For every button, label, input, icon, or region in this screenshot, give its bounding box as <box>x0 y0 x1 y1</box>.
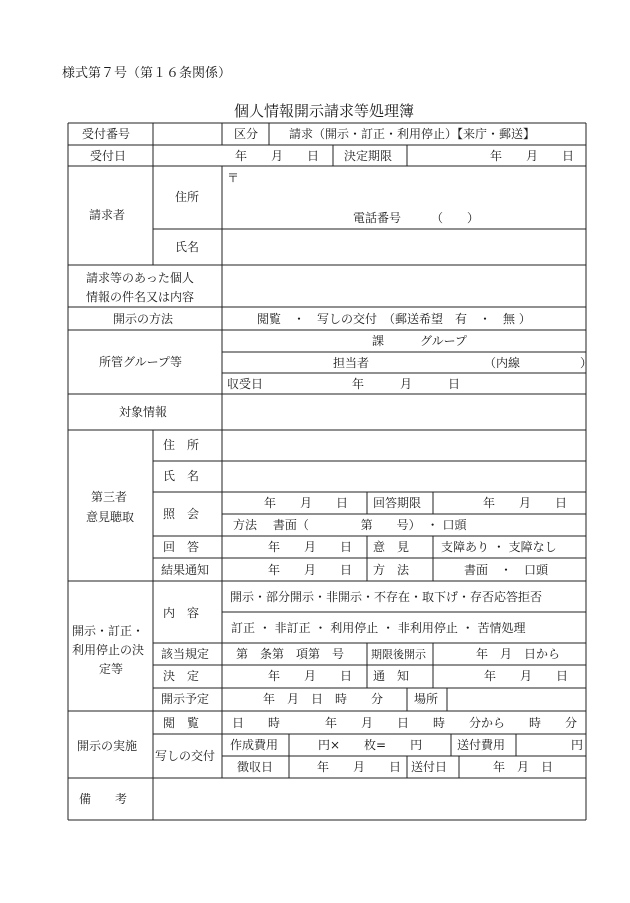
address-label: 住所 <box>175 190 200 204</box>
third-party-label-line1: 第三者 <box>91 490 128 504</box>
inquiry-label: 照 会 <box>163 507 200 521</box>
content-label: 内 容 <box>163 606 200 620</box>
result-method-value: 書面 ・ 口頭 <box>464 563 549 577</box>
received-date-value: 年 月 日 <box>352 377 461 391</box>
request-type-value: 請求（開示・訂正・利用停止）【来庁・郵送】 <box>289 127 536 141</box>
copy-delivery-label: 写しの交付 <box>155 749 216 763</box>
disclosure-method-label: 開示の方法 <box>113 312 174 326</box>
result-notice-label: 結果通知 <box>161 563 210 577</box>
collection-date-label: 徴収日 <box>237 760 274 774</box>
receipt-date-label: 受付日 <box>90 149 127 163</box>
creation-cost-value: 円× 枚= 円 <box>318 738 423 752</box>
extension-label: （内線 ） <box>484 356 593 370</box>
after-deadline-value: 年 月 日から <box>476 647 561 661</box>
subject-label-line2: 情報の件名又は内容 <box>86 290 195 304</box>
collection-date-value: 年 月 日 <box>317 760 402 774</box>
page-title: 個人情報開示請求等処理簿 <box>234 102 415 120</box>
section-group-line: 課 グループ <box>372 334 468 348</box>
result-notice-date-value: 年 月 日 <box>268 563 353 577</box>
result-method-label: 方 法 <box>373 563 410 577</box>
answer-date-value: 年 月 日 <box>268 540 353 554</box>
place-label: 場所 <box>414 692 439 706</box>
third-party-address-label: 住 所 <box>163 438 200 452</box>
send-date-label: 送付日 <box>411 760 448 774</box>
receipt-number-label: 受付番号 <box>82 127 131 141</box>
decision-label-line1: 開示・訂正・ <box>72 624 145 638</box>
notice-label: 通 知 <box>373 669 410 683</box>
deadline-date-value: 年 月 日 <box>490 149 575 163</box>
implementation-label: 開示の実施 <box>77 739 138 753</box>
decision-label-line3: 定等 <box>99 662 124 676</box>
target-info-label: 対象情報 <box>119 405 168 419</box>
view-datetime-label: 日 時 <box>232 716 281 730</box>
receipt-date-value: 年 月 日 <box>235 149 320 163</box>
send-date-value: 年 月 日 <box>493 760 554 774</box>
inquiry-method-line: 方法 書面（ 第 号） ・ 口頭 <box>233 518 467 532</box>
form-number-label: 様式第７号（第１６条関係） <box>62 66 232 81</box>
postage-label: 送付費用 <box>457 738 506 752</box>
notice-date-value: 年 月 日 <box>484 669 569 683</box>
after-deadline-label: 期限後開示 <box>371 648 426 661</box>
scheduled-label: 開示予定 <box>161 692 210 706</box>
applicable-rule-value: 第 条第 項第 号 <box>236 647 345 661</box>
requester-label: 請求者 <box>89 208 126 222</box>
responsible-group-label: 所管グループ等 <box>99 355 183 369</box>
reply-deadline-label: 回答期限 <box>373 496 422 510</box>
postage-unit: 円 <box>571 738 584 752</box>
category-label: 区分 <box>234 127 259 141</box>
deadline-label: 決定期限 <box>344 149 393 163</box>
scheduled-value: 年 月 日 時 分 <box>263 692 384 706</box>
answer-label: 回 答 <box>163 540 200 554</box>
decision-date-value: 年 月 日 <box>268 669 353 683</box>
applicable-rule-label: 該当規定 <box>161 647 210 661</box>
postal-mark: 〒 <box>227 171 240 185</box>
disclosure-method-value: 閲覧 ・ 写しの交付 （郵送希望 有 ・ 無 ） <box>257 312 531 326</box>
content-options-line2: 訂正 ・ 非訂正 ・ 利用停止 ・ 非利用停止 ・ 苦情処理 <box>231 621 526 635</box>
decision-label-line2: 利用停止の決 <box>72 643 145 657</box>
remarks-label: 備 考 <box>79 792 128 806</box>
opinion-value: 支障あり ・ 支障なし <box>441 540 557 554</box>
received-date-label: 収受日 <box>227 377 264 391</box>
phone-number-label: 電話番号 （ ） <box>353 211 480 225</box>
creation-cost-label: 作成費用 <box>230 738 279 752</box>
content-options-line1: 開示・部分開示・非開示・不存在・取下げ・存否応答拒否 <box>230 590 543 604</box>
third-party-name-label: 氏 名 <box>163 469 200 483</box>
third-party-label-line2: 意見聴取 <box>86 510 135 524</box>
inquiry-date-value: 年 月 日 <box>264 496 349 510</box>
person-in-charge-label: 担当者 <box>333 356 370 370</box>
reply-deadline-value: 年 月 日 <box>483 496 568 510</box>
name-label: 氏名 <box>175 240 200 254</box>
opinion-label: 意 見 <box>373 540 410 554</box>
view-datetime-value: 年 月 日 時 分から 時 分 <box>325 716 578 730</box>
subject-label-line1: 請求等のあった個人 <box>86 271 194 285</box>
view-label: 閲 覧 <box>163 716 200 730</box>
decision-date-label: 決 定 <box>163 669 200 683</box>
